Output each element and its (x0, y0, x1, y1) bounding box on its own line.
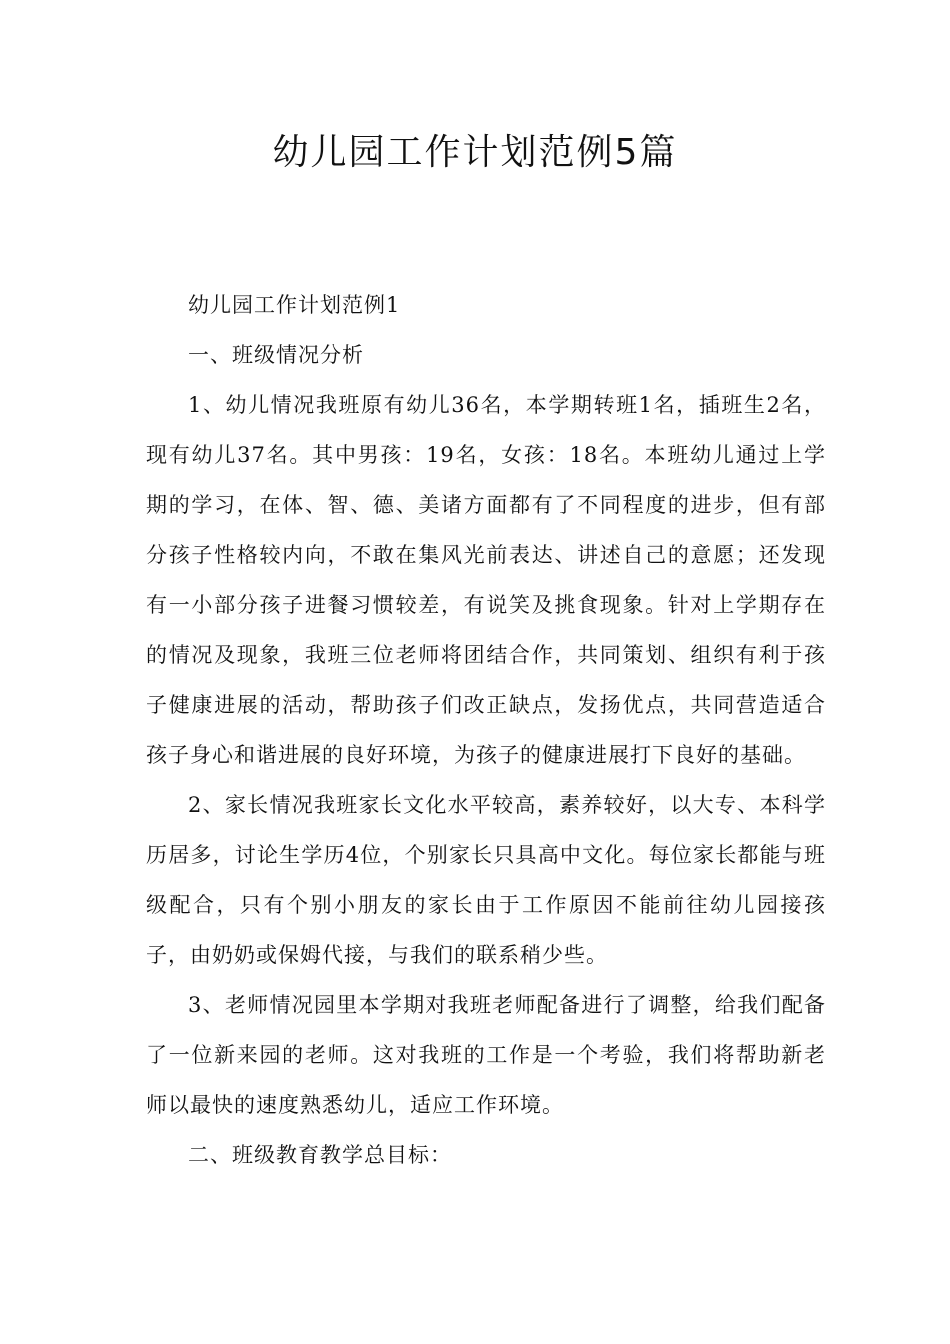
paragraph-teachers-situation: 3、老师情况园里本学期对我班老师配备进行了调整，给我们配备了一位新来园的老师。这对我班的工作是一个考验，我们将帮助新老师以最快的速度熟悉幼儿，适应工作环境。 (146, 993, 826, 1117)
section-heading-example-1: 幼儿园工作计划范例1 (188, 293, 401, 317)
section-heading-class-analysis: 一、班级情况分析 (188, 343, 364, 367)
document-body (146, 280, 826, 1180)
paragraph-parents-situation: 2、家长情况我班家长文化水平较高，素养较好，以大专、本科学历居多，讨论生学历4位，个别家长只具高中文化。每位家长都能与班级配合，只有个别小朋友的家长由于工作原因不能前往幼儿园接孩子，由奶奶或保姆代接，与我们的联系稍少些。 (146, 793, 826, 967)
document-title: 幼儿园工作计划范例5篇 (272, 132, 678, 173)
section-heading-teaching-goals: 二、班级教育教学总目标： (188, 1143, 452, 1167)
paragraph-children-situation: 1、幼儿情况我班原有幼儿36名，本学期转班1名，插班生2名，现有幼儿37名。其中男孩：19名，女孩：18名。本班幼儿通过上学期的学习，在体、智、德、美诸方面都有了不同程度的进步，但有部分孩子性格较内向，不敢在集风光前表达、讲述自己的意愿；还发现有一小部分孩子进餐习惯较差，有说笑及挑食现象。针对上学期存在的情况及现象，我班三位老师将团结合作，共同策划、组织有利于孩子健康进展的活动，帮助孩子们改正缺点，发扬优点，共同营造适合孩子身心和谐进展的良好环境，为孩子的健康进展打下良好的基础。 (146, 393, 826, 767)
